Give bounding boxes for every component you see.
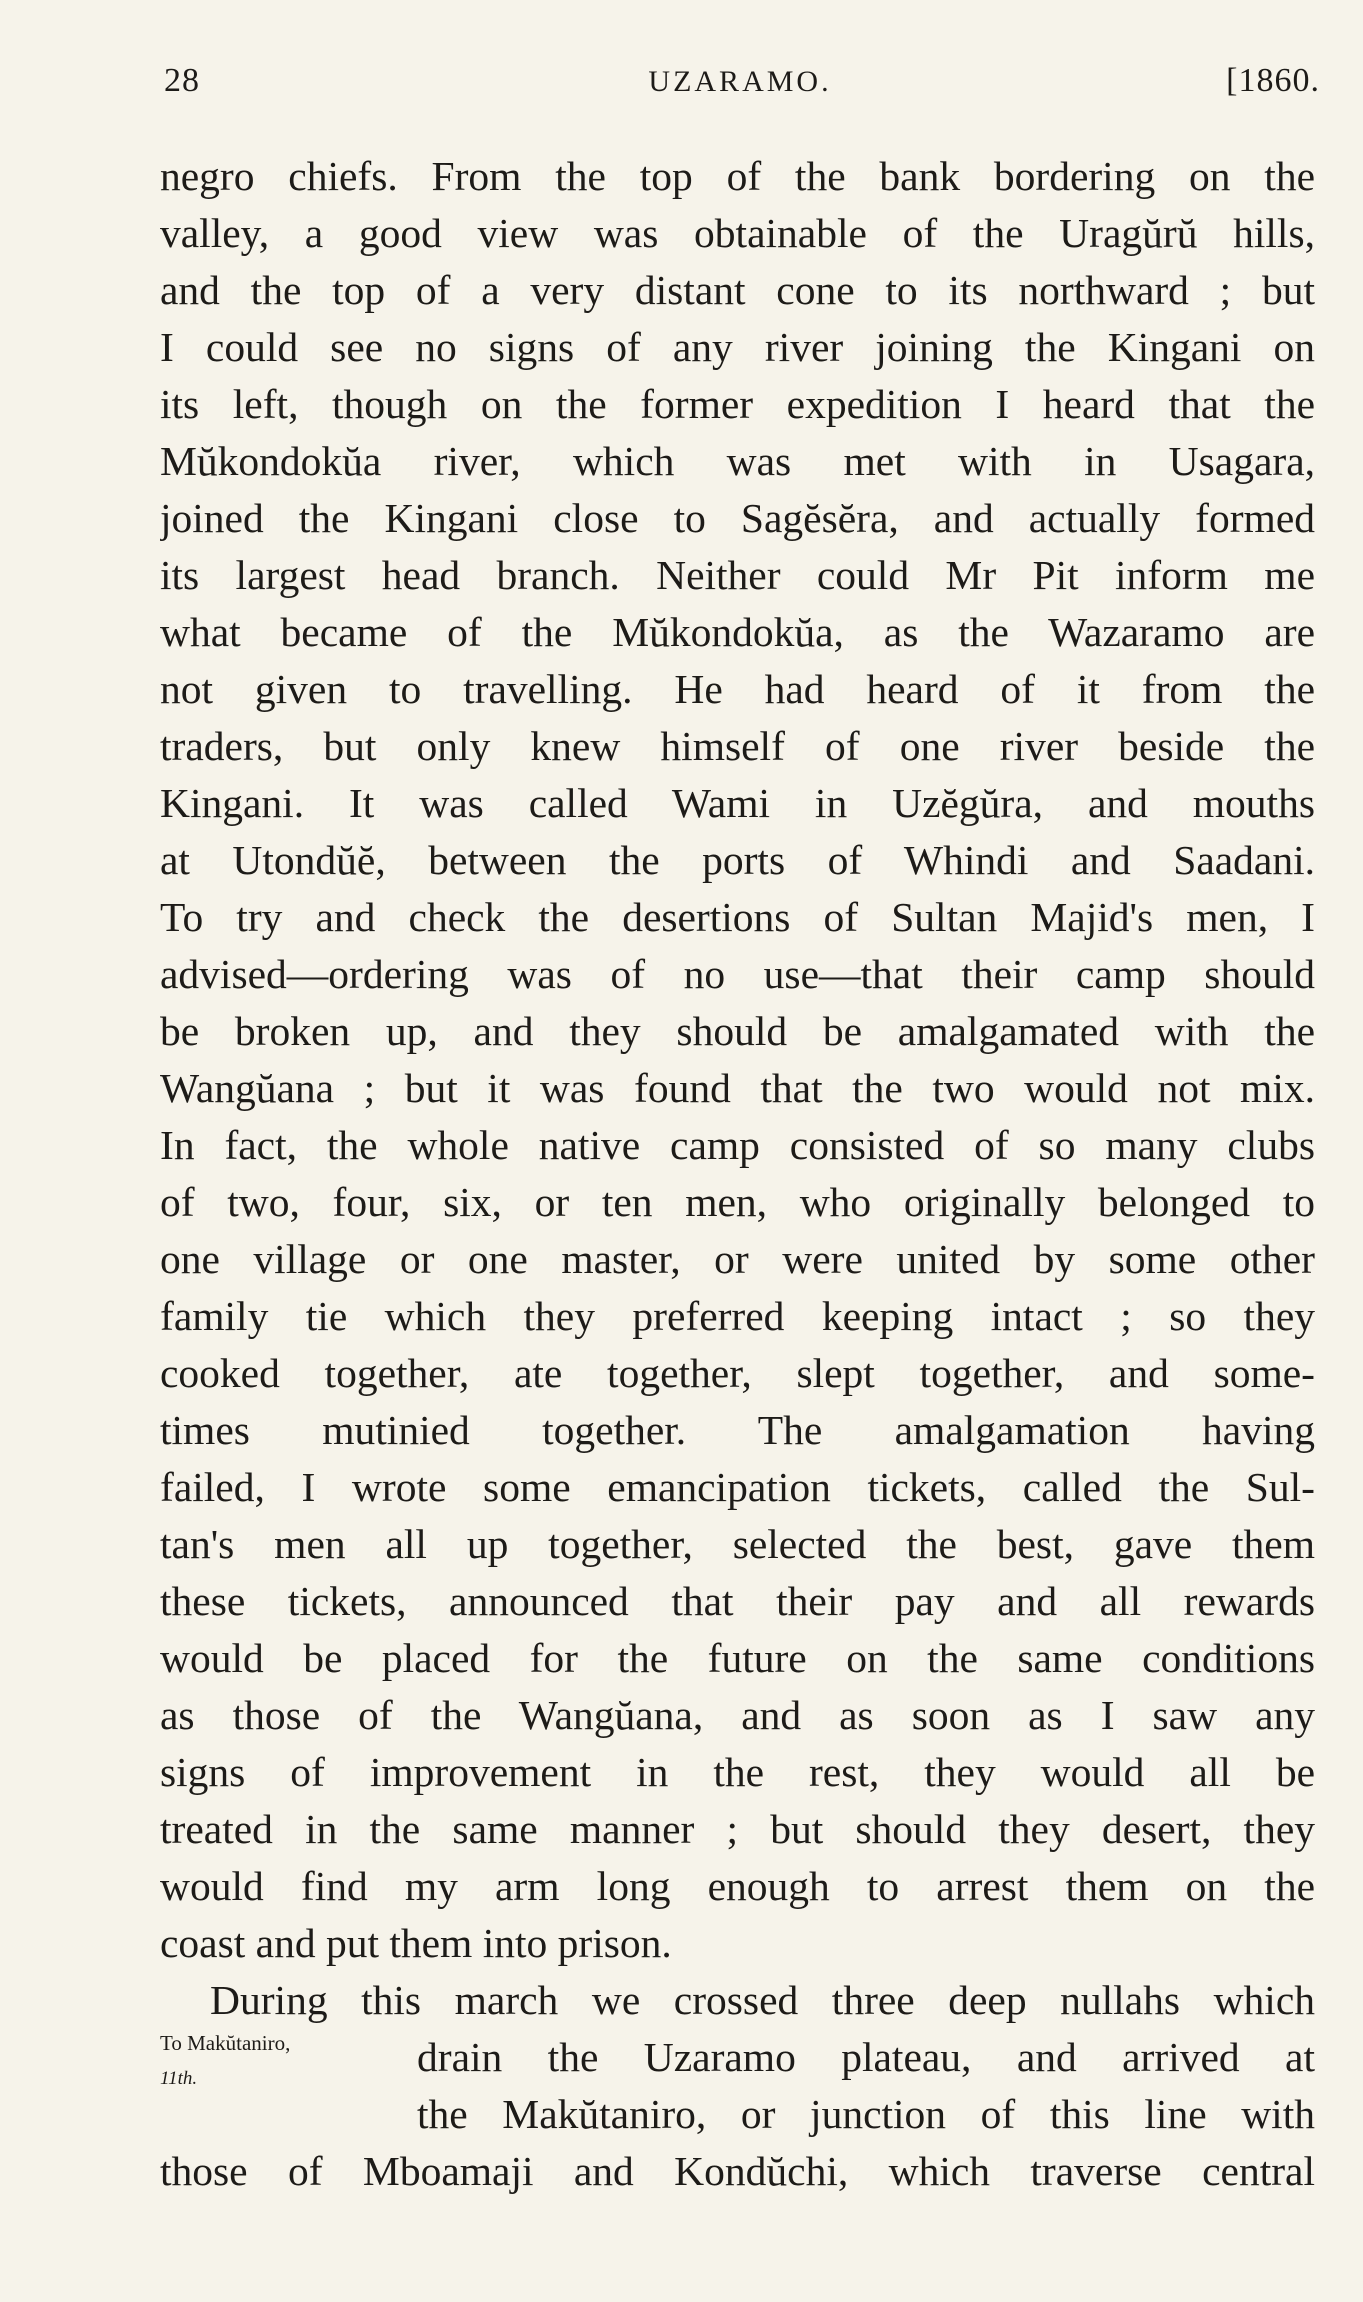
text-line: signs of improvement in the rest, they would all be xyxy=(160,1749,1315,1795)
text-line: family tie which they preferred keeping intact ; so they xyxy=(160,1293,1315,1339)
text-line: joined the Kingani close to Sagĕsĕra, and actually formed xyxy=(160,495,1315,541)
text-line: one village or one master, or were united by some other xyxy=(160,1236,1315,1282)
text-line: Wangŭana ; but it was found that the two would not mix. xyxy=(160,1065,1315,1111)
margin-note-place: To Makŭtaniro, xyxy=(160,2031,291,2055)
text-line: its left, though on the former expedition I heard that the xyxy=(160,381,1315,427)
text-line: its largest head branch. Neither could Mr Pit inform me xyxy=(160,552,1315,598)
text-line: drain the Uzaramo plateau, and arrived at xyxy=(417,2034,1315,2080)
text-line: not given to travelling. He had heard of it from the xyxy=(160,666,1315,712)
text-line: negro chiefs. From the top of the bank bordering on the xyxy=(160,153,1315,199)
text-line: at Utondŭĕ, between the ports of Whindi and Saadani. xyxy=(160,837,1315,883)
text-line: valley, a good view was obtainable of the Uragŭrŭ hills, xyxy=(160,210,1315,256)
text-line: treated in the same manner ; but should they desert, they xyxy=(160,1806,1315,1852)
running-head xyxy=(160,62,1320,112)
text-line: would be placed for the future on the same conditions xyxy=(160,1635,1315,1681)
text-line: those of Mboamaji and Kondŭchi, which traverse central xyxy=(160,2148,1315,2194)
margin-note-date: 11th. xyxy=(160,2068,198,2089)
text-line: traders, but only knew himself of one river beside the xyxy=(160,723,1315,769)
text-line: of two, four, six, or ten men, who originally belonged to xyxy=(160,1179,1315,1225)
text-line: failed, I wrote some emancipation tickets, called the Sul- xyxy=(160,1464,1315,1510)
text-line: coast and put them into prison. xyxy=(160,1920,672,1966)
text-line: what became of the Mŭkondokŭa, as the Wazaramo are xyxy=(160,609,1315,655)
text-line: I could see no signs of any river joining the Kingani on xyxy=(160,324,1315,370)
text-line: these tickets, announced that their pay and all rewards xyxy=(160,1578,1315,1624)
text-line: and the top of a very distant cone to its northward ; but xyxy=(160,267,1315,313)
text-line: would find my arm long enough to arrest them on the xyxy=(160,1863,1315,1909)
body-text xyxy=(160,148,1315,2200)
text-line: times mutinied together. The amalgamation having xyxy=(160,1407,1315,1453)
running-year: [1860. xyxy=(1226,62,1320,99)
text-line: cooked together, ate together, slept together, and some- xyxy=(160,1350,1315,1396)
text-line: In fact, the whole native camp consisted of so many clubs xyxy=(160,1122,1315,1168)
text-line: During this march we crossed three deep nullahs which xyxy=(210,1977,1315,2023)
page-number: 28 xyxy=(164,62,200,99)
text-line: tan's men all up together, selected the best, gave them xyxy=(160,1521,1315,1567)
text-line: as those of the Wangŭana, and as soon as I saw any xyxy=(160,1692,1315,1738)
text-line: advised—ordering was of no use—that their camp should xyxy=(160,951,1315,997)
text-line: be broken up, and they should be amalgamated with the xyxy=(160,1008,1315,1054)
text-line: To try and check the desertions of Sultan Majid's men, I xyxy=(160,894,1315,940)
text-line: the Makŭtaniro, or junction of this line with xyxy=(417,2091,1315,2137)
text-line: Kingani. It was called Wami in Uzĕgŭra, and mouths xyxy=(160,780,1315,826)
running-title: UZARAMO. xyxy=(648,65,832,98)
text-line: Mŭkondokŭa river, which was met with in Usagara, xyxy=(160,438,1315,484)
